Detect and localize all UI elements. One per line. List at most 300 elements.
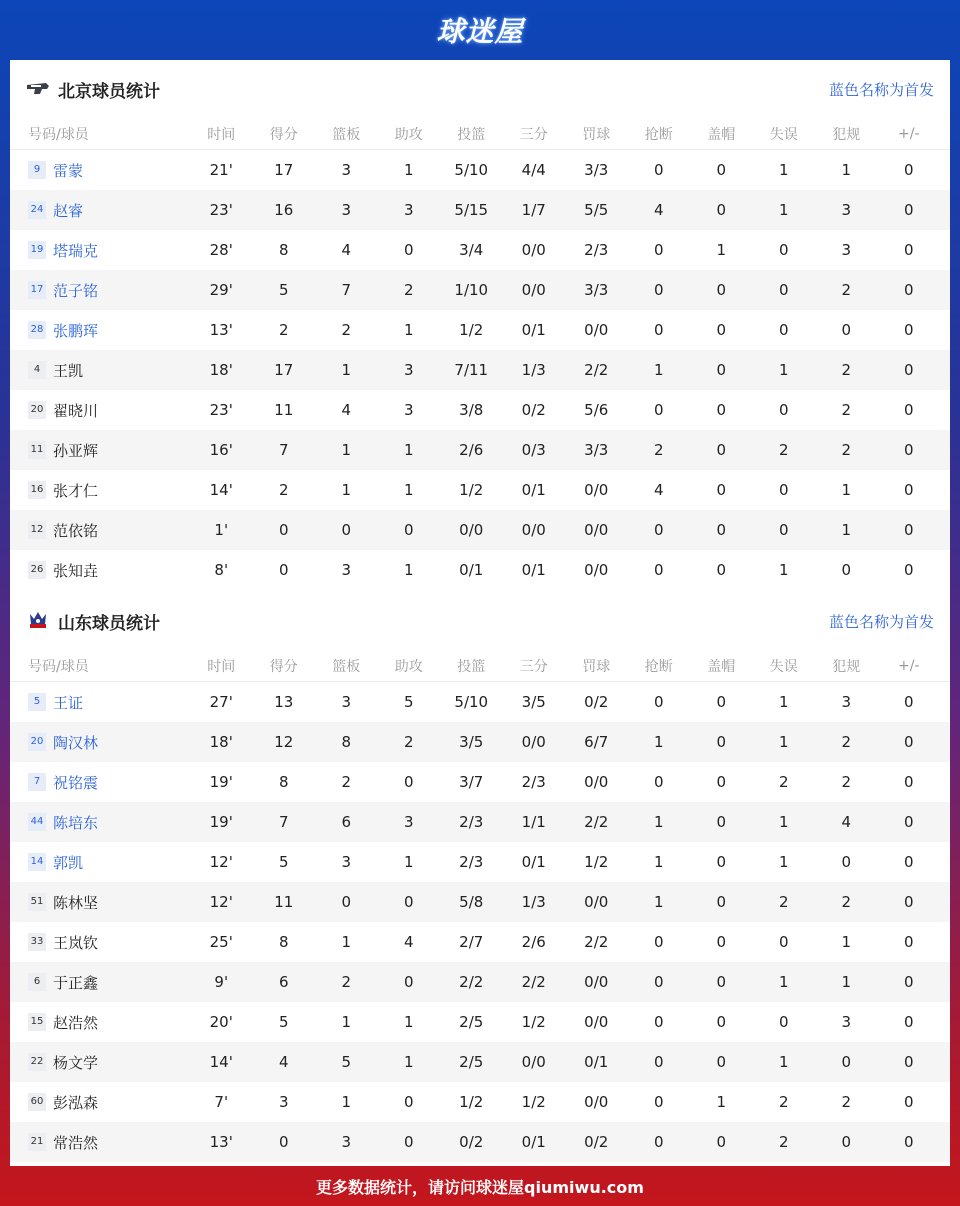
- player-name: 王岚钦: [53, 933, 99, 952]
- stat-cell: 0/0: [584, 1013, 609, 1031]
- player-cell: [10, 280, 190, 301]
- jersey-number-badge: 26: [28, 561, 46, 579]
- stat-cell: 3/8: [459, 401, 484, 419]
- stat-cell: 0/0: [584, 1093, 609, 1111]
- player-cell: [10, 1132, 190, 1153]
- stat-cell: 2/3: [459, 853, 484, 871]
- stat-cell: 0/1: [521, 321, 546, 339]
- player-row[interactable]: [10, 842, 950, 882]
- stat-cell: 2/2: [584, 933, 609, 951]
- stat-cell: 0/2: [584, 1133, 609, 1151]
- stat-cell: 0: [653, 693, 664, 711]
- stat-cell: 0: [403, 973, 414, 991]
- column-header: 时间: [207, 658, 236, 675]
- player-row[interactable]: [10, 510, 950, 550]
- stat-cell: 3: [403, 361, 414, 379]
- player-cell: [10, 932, 190, 953]
- stat-cell: 23': [209, 201, 233, 219]
- jersey-number-badge: 6: [28, 973, 46, 991]
- stat-cell: 17: [274, 361, 294, 379]
- stat-cell: 0: [841, 1133, 852, 1151]
- stat-cell: 0: [403, 773, 414, 791]
- stat-cell: 1: [778, 973, 789, 991]
- player-cell: [10, 400, 190, 421]
- stat-cell: 2: [341, 773, 352, 791]
- player-name[interactable]: 陈培东: [53, 813, 99, 832]
- stat-cell: 0: [278, 521, 289, 539]
- stat-cell: 0: [716, 893, 727, 911]
- column-header: 犯规: [832, 658, 861, 675]
- player-name[interactable]: 张鹏珲: [53, 321, 99, 340]
- stat-cell: 11: [274, 401, 294, 419]
- stat-cell: 0/2: [521, 401, 546, 419]
- stat-cell: 0: [903, 933, 914, 951]
- stat-cell: 7: [278, 441, 289, 459]
- stat-cell: 2/6: [459, 441, 484, 459]
- player-name[interactable]: 塔瑞克: [53, 241, 99, 260]
- stat-cell: 2: [841, 733, 852, 751]
- stat-cell: 5: [403, 693, 414, 711]
- jersey-number-badge: 5: [28, 693, 46, 711]
- stat-cell: 5/8: [459, 893, 484, 911]
- stat-cell: 1: [841, 933, 852, 951]
- stat-cell: 1: [841, 161, 852, 179]
- stat-cell: 2/2: [584, 813, 609, 831]
- jersey-number-badge: 33: [28, 933, 46, 951]
- stat-cell: 7: [278, 813, 289, 831]
- player-row[interactable]: [10, 682, 950, 722]
- stats-table: [10, 118, 950, 590]
- jersey-number-badge: 4: [28, 361, 46, 379]
- player-row[interactable]: [10, 310, 950, 350]
- player-row[interactable]: [10, 190, 950, 230]
- stat-cell: 17: [274, 161, 294, 179]
- player-name[interactable]: 祝铭震: [53, 773, 99, 792]
- stat-cell: 0: [903, 693, 914, 711]
- stat-cell: 1: [778, 161, 789, 179]
- column-header: 抢断: [644, 126, 673, 143]
- stat-cell: 0: [716, 481, 727, 499]
- stat-cell: 0: [653, 241, 664, 259]
- player-row[interactable]: [10, 430, 950, 470]
- player-name[interactable]: 郭凯: [53, 853, 84, 872]
- stat-cell: 0: [716, 773, 727, 791]
- stat-cell: 3/5: [521, 693, 546, 711]
- column-header: 盖帽: [707, 126, 736, 143]
- stat-cell: 27': [209, 693, 233, 711]
- stat-cell: 13': [209, 1133, 233, 1151]
- stat-cell: 0/0: [584, 321, 609, 339]
- stat-cell: 0: [903, 733, 914, 751]
- starter-legend-note: 蓝色名称为首发: [828, 612, 934, 631]
- stat-cell: 0/0: [459, 521, 484, 539]
- player-row[interactable]: [10, 882, 950, 922]
- stat-cell: 7/11: [454, 361, 489, 379]
- stat-cell: 0/3: [521, 441, 546, 459]
- player-name: 张知垚: [53, 561, 99, 580]
- stat-cell: 0: [278, 1133, 289, 1151]
- stat-cell: 1/10: [454, 281, 489, 299]
- stat-cell: 2: [403, 281, 414, 299]
- stat-cell: 3: [341, 693, 352, 711]
- stat-cell: 1/2: [459, 1093, 484, 1111]
- stat-cell: 2: [341, 973, 352, 991]
- stat-cell: 0: [903, 561, 914, 579]
- player-cell: [10, 812, 190, 833]
- column-header: 罚球: [582, 126, 611, 143]
- stat-cell: 0/0: [584, 773, 609, 791]
- stat-cell: 29': [209, 281, 233, 299]
- stat-cell: 5: [278, 853, 289, 871]
- stat-cell: 2: [778, 1093, 789, 1111]
- stat-cell: 13': [209, 321, 233, 339]
- stat-cell: 3/3: [584, 161, 609, 179]
- column-header: 失误: [769, 658, 798, 675]
- table-header-row: [10, 650, 950, 682]
- player-cell: [10, 480, 190, 501]
- player-name: 王凯: [53, 361, 84, 380]
- stat-cell: 0: [778, 521, 789, 539]
- player-cell: [10, 692, 190, 713]
- stat-cell: 0: [903, 1013, 914, 1031]
- stat-cell: 3/4: [459, 241, 484, 259]
- stat-cell: 0: [903, 201, 914, 219]
- player-name: 于正鑫: [53, 973, 99, 992]
- stat-cell: 0: [653, 773, 664, 791]
- stat-cell: 0: [716, 281, 727, 299]
- stat-cell: 4: [341, 401, 352, 419]
- stat-cell: 0: [653, 1053, 664, 1071]
- jersey-number-badge: 19: [28, 241, 46, 259]
- stat-cell: 2: [778, 441, 789, 459]
- stat-cell: 3/5: [459, 733, 484, 751]
- stat-cell: 0: [778, 1013, 789, 1031]
- stat-cell: 2: [278, 321, 289, 339]
- stat-cell: 0: [716, 401, 727, 419]
- stat-cell: 1: [341, 1013, 352, 1031]
- stat-cell: 1: [778, 853, 789, 871]
- stat-cell: 2/7: [459, 933, 484, 951]
- stat-cell: 13: [274, 693, 294, 711]
- jersey-number-badge: 28: [28, 321, 46, 339]
- stat-cell: 2/2: [459, 973, 484, 991]
- player-cell: [10, 1092, 190, 1113]
- app-header: [0, 0, 960, 60]
- stat-cell: 0: [716, 693, 727, 711]
- stat-cell: 0: [278, 561, 289, 579]
- stat-cell: 0: [903, 773, 914, 791]
- stat-cell: 0: [841, 561, 852, 579]
- footer-banner[interactable]: [0, 1166, 960, 1206]
- stat-cell: 0: [903, 161, 914, 179]
- stat-cell: 0: [903, 441, 914, 459]
- stat-cell: 5: [278, 1013, 289, 1031]
- stat-cell: 1: [778, 733, 789, 751]
- stat-cell: 0/0: [584, 481, 609, 499]
- player-row[interactable]: [10, 230, 950, 270]
- stat-cell: 14': [209, 1053, 233, 1071]
- stat-cell: 2/5: [459, 1053, 484, 1071]
- stat-cell: 3: [403, 201, 414, 219]
- stat-cell: 3: [841, 693, 852, 711]
- player-row[interactable]: [10, 1002, 950, 1042]
- stat-cell: 1/2: [521, 1013, 546, 1031]
- stat-cell: 2: [278, 481, 289, 499]
- stat-cell: 0: [716, 1013, 727, 1031]
- stat-cell: 2: [841, 893, 852, 911]
- stat-cell: 2: [778, 1133, 789, 1151]
- stat-cell: 3: [841, 1013, 852, 1031]
- stat-cell: 3: [841, 241, 852, 259]
- player-row[interactable]: [10, 550, 950, 590]
- stat-cell: 6: [341, 813, 352, 831]
- stat-cell: 1: [653, 813, 664, 831]
- brand-logo[interactable]: 球迷屋: [436, 15, 524, 48]
- column-header: 失误: [769, 126, 798, 143]
- column-header: 助攻: [394, 126, 423, 143]
- stat-cell: 2: [403, 733, 414, 751]
- player-name: 彭泓森: [53, 1093, 99, 1112]
- stat-cell: 1: [653, 733, 664, 751]
- jersey-number-badge: 17: [28, 281, 46, 299]
- stat-cell: 1: [841, 521, 852, 539]
- stat-cell: 0: [903, 1053, 914, 1071]
- player-cell: [10, 200, 190, 221]
- player-name: 张才仁: [53, 481, 99, 500]
- player-row[interactable]: [10, 722, 950, 762]
- stat-cell: 2: [841, 773, 852, 791]
- jersey-number-badge: 15: [28, 1013, 46, 1031]
- stat-cell: 3: [841, 201, 852, 219]
- player-row[interactable]: [10, 1042, 950, 1082]
- stat-cell: 3/3: [584, 441, 609, 459]
- player-name[interactable]: 范子铭: [53, 281, 99, 300]
- jersey-number-badge: 22: [28, 1053, 46, 1071]
- stat-cell: 2: [841, 401, 852, 419]
- stat-cell: 8: [278, 773, 289, 791]
- stat-cell: 1: [403, 853, 414, 871]
- stat-cell: 0: [841, 1053, 852, 1071]
- stat-cell: 2: [841, 1093, 852, 1111]
- stat-cell: 3: [403, 813, 414, 831]
- player-row[interactable]: [10, 962, 950, 1002]
- stat-cell: 2/2: [584, 361, 609, 379]
- stat-cell: 1: [716, 241, 727, 259]
- player-cell: [10, 360, 190, 381]
- beijing-stats-card: [10, 60, 950, 592]
- section-header: [10, 60, 950, 118]
- player-cell: [10, 560, 190, 581]
- stat-cell: 5/10: [454, 161, 489, 179]
- stat-cell: 0: [403, 241, 414, 259]
- stat-cell: 0/1: [521, 1133, 546, 1151]
- stat-cell: 2: [653, 441, 664, 459]
- stat-cell: 0: [653, 1013, 664, 1031]
- stat-cell: 0: [653, 973, 664, 991]
- stat-cell: 0: [716, 441, 727, 459]
- stat-cell: 4: [278, 1053, 289, 1071]
- column-header: 投篮: [457, 658, 486, 675]
- stat-cell: 2: [841, 281, 852, 299]
- stat-cell: 0/0: [584, 561, 609, 579]
- stat-cell: 0: [903, 893, 914, 911]
- stat-cell: 0: [778, 321, 789, 339]
- stat-cell: 3/7: [459, 773, 484, 791]
- stat-cell: 0/0: [521, 241, 546, 259]
- player-name: 赵浩然: [53, 1013, 99, 1032]
- stat-cell: 12': [209, 893, 233, 911]
- stat-cell: 1: [403, 161, 414, 179]
- column-header: 时间: [207, 126, 236, 143]
- player-name[interactable]: 雷蒙: [53, 161, 84, 180]
- stat-cell: 16': [209, 441, 233, 459]
- stat-cell: 0: [903, 521, 914, 539]
- jersey-number-badge: 51: [28, 893, 46, 911]
- stat-cell: 5/15: [454, 201, 489, 219]
- column-header: 号码/球员: [28, 126, 89, 143]
- stat-cell: 9': [214, 973, 229, 991]
- player-name[interactable]: 王证: [53, 693, 84, 712]
- stat-cell: 0: [778, 481, 789, 499]
- stat-cell: 5: [341, 1053, 352, 1071]
- stat-cell: 0: [716, 933, 727, 951]
- stat-cell: 1: [841, 481, 852, 499]
- stat-cell: 1: [341, 481, 352, 499]
- stat-cell: 1/1: [521, 813, 546, 831]
- stat-cell: 1: [341, 441, 352, 459]
- stat-cell: 0: [716, 813, 727, 831]
- stat-cell: 0: [778, 933, 789, 951]
- stat-cell: 0/1: [521, 853, 546, 871]
- stat-cell: 0: [903, 241, 914, 259]
- player-row[interactable]: [10, 350, 950, 390]
- stat-cell: 0: [903, 481, 914, 499]
- column-header: 助攻: [394, 658, 423, 675]
- column-header: 得分: [269, 658, 298, 675]
- player-row[interactable]: [10, 802, 950, 842]
- column-header: 抢断: [644, 658, 673, 675]
- stat-cell: 0/2: [584, 693, 609, 711]
- stat-cell: 0: [716, 201, 727, 219]
- stat-cell: 1: [778, 561, 789, 579]
- stat-cell: 0: [778, 401, 789, 419]
- column-header: 得分: [269, 126, 298, 143]
- player-cell: [10, 160, 190, 181]
- stat-cell: 2: [341, 321, 352, 339]
- column-header: 三分: [519, 658, 548, 675]
- stat-cell: 2/6: [521, 933, 546, 951]
- stat-cell: 2: [841, 361, 852, 379]
- stat-cell: 0: [716, 853, 727, 871]
- stat-cell: 1: [341, 361, 352, 379]
- stat-cell: 0: [903, 1093, 914, 1111]
- stat-cell: 1: [778, 1053, 789, 1071]
- stat-cell: 1: [403, 1053, 414, 1071]
- stat-cell: 7: [341, 281, 352, 299]
- shandong-team-logo-icon: [26, 612, 50, 630]
- stat-cell: 1/3: [521, 361, 546, 379]
- player-cell: [10, 440, 190, 461]
- stat-cell: 0: [903, 361, 914, 379]
- stat-cell: 0: [903, 813, 914, 831]
- stat-cell: 0: [653, 933, 664, 951]
- stat-cell: 1: [403, 1013, 414, 1031]
- player-row[interactable]: [10, 1122, 950, 1162]
- stat-cell: 0: [403, 893, 414, 911]
- stat-cell: 2/3: [459, 813, 484, 831]
- player-row[interactable]: [10, 270, 950, 310]
- stat-cell: 1/2: [584, 853, 609, 871]
- player-name[interactable]: 陶汉林: [53, 733, 99, 752]
- player-row[interactable]: [10, 1082, 950, 1122]
- stat-cell: 1: [403, 321, 414, 339]
- player-row[interactable]: [10, 470, 950, 510]
- stat-cell: 0: [903, 1133, 914, 1151]
- player-row[interactable]: [10, 762, 950, 802]
- stat-cell: 2: [841, 441, 852, 459]
- stat-cell: 1: [778, 361, 789, 379]
- player-cell: [10, 732, 190, 753]
- stat-cell: 1: [653, 853, 664, 871]
- stat-cell: 0/0: [584, 521, 609, 539]
- stat-cell: 1': [214, 521, 229, 539]
- jersey-number-badge: 21: [28, 1133, 46, 1151]
- stat-cell: 0: [903, 281, 914, 299]
- player-name: 范依铭: [53, 521, 99, 540]
- stat-cell: 3: [403, 401, 414, 419]
- stat-cell: 0/1: [521, 481, 546, 499]
- jersey-number-badge: 24: [28, 201, 46, 219]
- player-cell: [10, 520, 190, 541]
- stat-cell: 7': [214, 1093, 229, 1111]
- stat-cell: 0: [653, 401, 664, 419]
- stat-cell: 18': [209, 361, 233, 379]
- stat-cell: 18': [209, 733, 233, 751]
- stat-cell: 0: [903, 401, 914, 419]
- player-name[interactable]: 赵睿: [53, 201, 84, 220]
- player-row[interactable]: [10, 922, 950, 962]
- stat-cell: 1/2: [459, 481, 484, 499]
- stat-cell: 0: [716, 561, 727, 579]
- stat-cell: 11: [274, 893, 294, 911]
- stat-cell: 1: [341, 1093, 352, 1111]
- jersey-number-badge: 44: [28, 813, 46, 831]
- jersey-number-badge: 20: [28, 401, 46, 419]
- stat-cell: 21': [209, 161, 233, 179]
- jersey-number-badge: 9: [28, 161, 46, 179]
- column-header: 罚球: [582, 658, 611, 675]
- stat-cell: 0/1: [459, 561, 484, 579]
- player-row[interactable]: [10, 150, 950, 190]
- column-header: 犯规: [832, 126, 861, 143]
- player-cell: [10, 1052, 190, 1073]
- stat-cell: 28': [209, 241, 233, 259]
- stat-cell: 0/0: [521, 733, 546, 751]
- stat-cell: 0: [716, 321, 727, 339]
- player-row[interactable]: [10, 390, 950, 430]
- jersey-number-badge: 14: [28, 853, 46, 871]
- stat-cell: 16: [274, 201, 294, 219]
- stat-cell: 8: [341, 733, 352, 751]
- stat-cell: 14': [209, 481, 233, 499]
- shandong-stats-card: [10, 592, 950, 1166]
- stat-cell: 1: [653, 361, 664, 379]
- stat-cell: 1: [653, 893, 664, 911]
- stat-cell: 0: [403, 521, 414, 539]
- column-header: 三分: [519, 126, 548, 143]
- player-cell: [10, 852, 190, 873]
- player-name: 孙亚辉: [53, 441, 99, 460]
